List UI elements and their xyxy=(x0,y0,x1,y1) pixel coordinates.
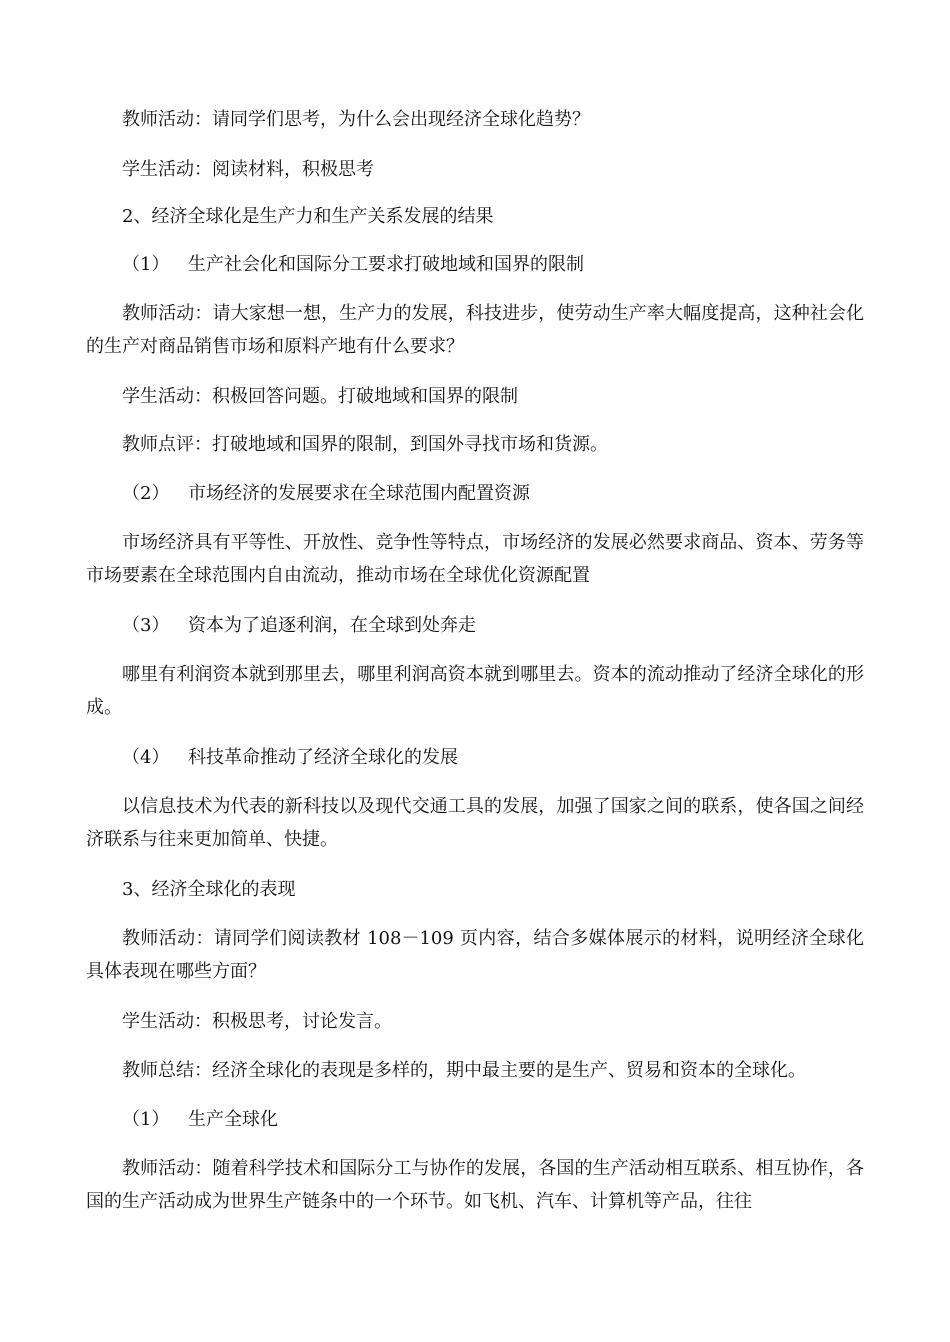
item-text: 生产社会化和国际分工要求打破地域和国界的限制 xyxy=(188,254,584,275)
numbered-item-production xyxy=(122,1103,278,1136)
paragraph-teacher-think: 教师活动：请大家想一想，生产力的发展，科技进步，使劳动生产率大幅度提高，这种社会化的生产对商品销售市场和原料产地有什么要求？ xyxy=(86,303,864,357)
paragraph-teacher-comment: 教师点评：打破地域和国界的限制，到国外寻找市场和货源。 xyxy=(122,434,608,455)
paragraph-teacher-question: 教师活动：请同学们思考，为什么会出现经济全球化趋势？ xyxy=(122,109,590,130)
paragraph-teacher-summary: 教师总结：经济全球化的表现是多样的，期中最主要的是生产、贸易和资本的全球化。 xyxy=(122,1060,806,1081)
paragraph-market-economy: 市场经济具有平等性、开放性、竞争性等特点，市场经济的发展必然要求商品、资本、劳务等市场要素在全球范围内自由流动，推动市场在全球优化资源配置 xyxy=(86,532,864,586)
item-number: （1） xyxy=(122,254,170,275)
item-text: 生产全球化 xyxy=(188,1109,278,1130)
paragraph-student-answer: 学生活动：积极回答问题。打破地域和国界的限制 xyxy=(122,386,518,407)
item-number: （2） xyxy=(122,483,170,504)
item-text: 科技革命推动了经济全球化的发展 xyxy=(188,747,458,768)
paragraph-student-activity: 学生活动：阅读材料，积极思考 xyxy=(122,159,374,180)
paragraph-student-discussion: 学生活动：积极思考，讨论发言。 xyxy=(122,1011,392,1032)
paragraph-teacher-reading: 教师活动：请同学们阅读教材 108－109 页内容，结合多媒体展示的材料，说明经济全球化具体表现在哪些方面？ xyxy=(86,928,864,982)
paragraph-info-tech: 以信息技术为代表的新科技以及现代交通工具的发展，加强了国家之间的联系，使各国之间经济联系与往来更加简单、快捷。 xyxy=(86,796,864,850)
item-number: （1） xyxy=(122,1109,170,1130)
paragraph-production-globalization: 教师活动：随着科学技术和国际分工与协作的发展，各国的生产活动相互联系、相互协作，各国的生产活动成为世界生产链条中的一个环节。如飞机、汽车、计算机等产品，往往 xyxy=(86,1158,864,1212)
section-heading-3: 3、经济全球化的表现 xyxy=(122,879,296,900)
item-number: （4） xyxy=(122,747,170,768)
item-text: 资本为了追逐利润，在全球到处奔走 xyxy=(188,615,476,636)
numbered-item-2 xyxy=(122,477,530,510)
numbered-item-3 xyxy=(122,609,476,642)
item-text: 市场经济的发展要求在全球范围内配置资源 xyxy=(188,483,530,504)
section-heading-2: 2、经济全球化是生产力和生产关系发展的结果 xyxy=(122,206,494,227)
numbered-item-1 xyxy=(122,248,584,281)
numbered-item-4 xyxy=(122,741,458,774)
paragraph-capital-flow: 哪里有利润资本就到那里去，哪里利润高资本就到哪里去。资本的流动推动了经济全球化的形成。 xyxy=(86,664,864,718)
item-number: （3） xyxy=(122,615,170,636)
